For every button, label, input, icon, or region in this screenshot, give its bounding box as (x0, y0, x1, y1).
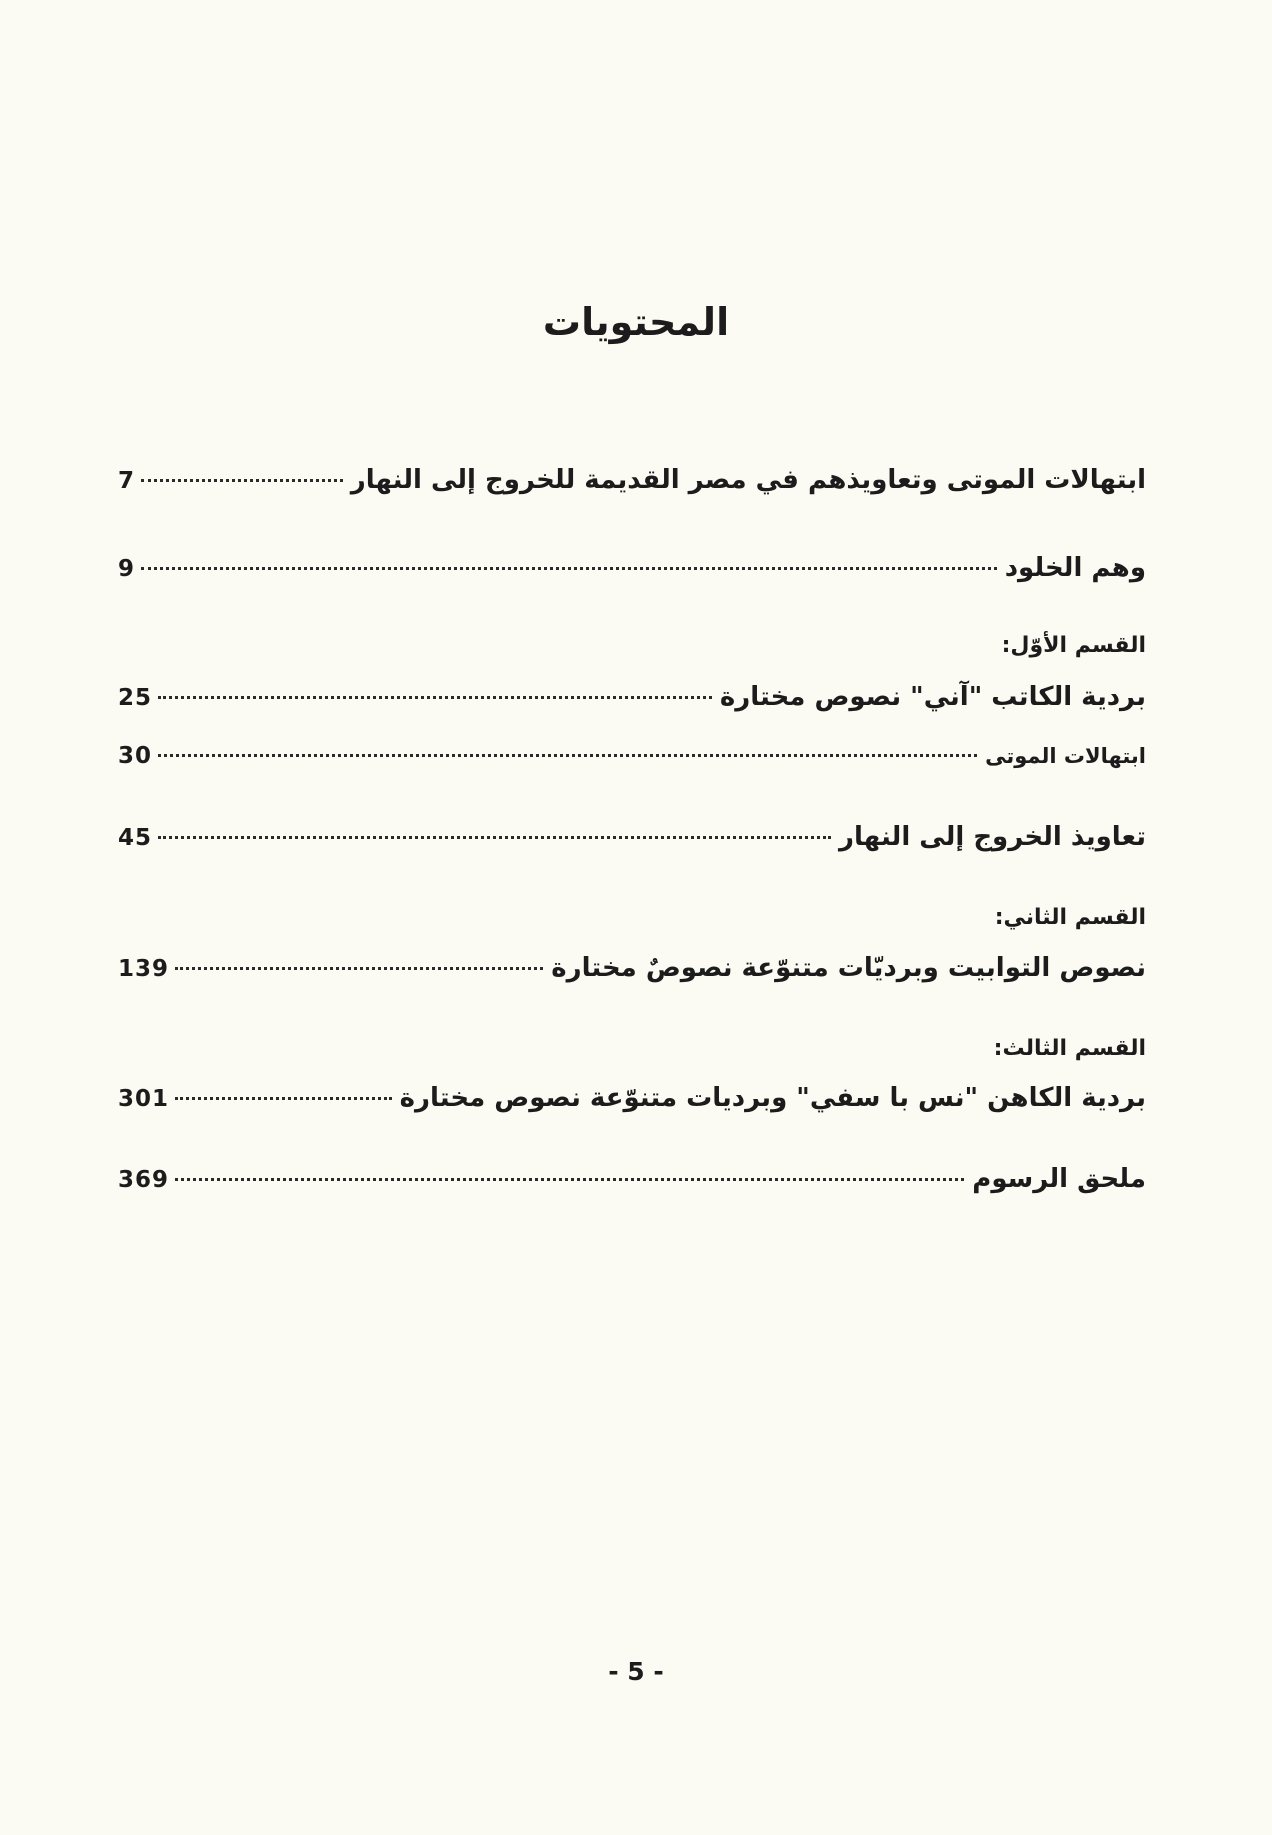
toc-entry-label: ابتهالات الموتى وتعاويذهم في مصر القديمة للخروج إلى النهار (350, 465, 1146, 495)
dot-leader (175, 1178, 964, 1181)
page-title: المحتويات (542, 300, 730, 344)
dot-leader (175, 1097, 392, 1100)
toc-entry-page: 139 (118, 956, 170, 982)
toc-entry-label: ابتهالات الموتى (985, 744, 1146, 768)
dot-leader (175, 967, 543, 970)
toc-entry-label: تعاويذ الخروج إلى النهار (839, 822, 1146, 852)
toc-entry-label: بردية الكاهن "نس با سفي" وبرديات متنوّعة نصوص مختارة (399, 1083, 1146, 1113)
toc-entry-page: 25 (118, 685, 153, 711)
section-heading: القسم الثاني: (994, 905, 1146, 930)
toc-entry-page: 45 (118, 825, 153, 851)
toc-entry (118, 743, 1146, 769)
dot-leader (141, 567, 997, 570)
toc-entry (118, 553, 1146, 583)
dot-leader (141, 479, 343, 482)
toc-entry (118, 1083, 1146, 1113)
toc-entry-label: ملحق الرسوم (972, 1164, 1146, 1194)
toc-entry (118, 682, 1146, 712)
toc-entry (118, 465, 1146, 495)
dot-leader (158, 836, 831, 839)
page-number: - 5 - (608, 1657, 664, 1686)
dot-leader (158, 754, 977, 757)
toc-entry (118, 953, 1146, 983)
toc-entry-label: وهم الخلود (1004, 553, 1146, 583)
toc-entry-page: 7 (118, 468, 136, 494)
toc-entry-page: 301 (118, 1086, 170, 1112)
toc-entry-page: 30 (118, 743, 153, 769)
toc-entry (118, 1164, 1146, 1194)
toc-entry-label: بردية الكاتب "آني" نصوص مختارة (719, 682, 1146, 712)
toc-entry-page: 9 (118, 556, 136, 582)
toc-entry-label: نصوص التوابيت وبرديّات متنوّعة نصوصٌ مختارة (551, 953, 1146, 983)
toc-entry-page: 369 (118, 1167, 170, 1193)
section-heading: القسم الثالث: (993, 1036, 1146, 1061)
toc-entry (118, 822, 1146, 852)
section-heading: القسم الأوّل: (1001, 633, 1146, 658)
dot-leader (158, 696, 712, 699)
